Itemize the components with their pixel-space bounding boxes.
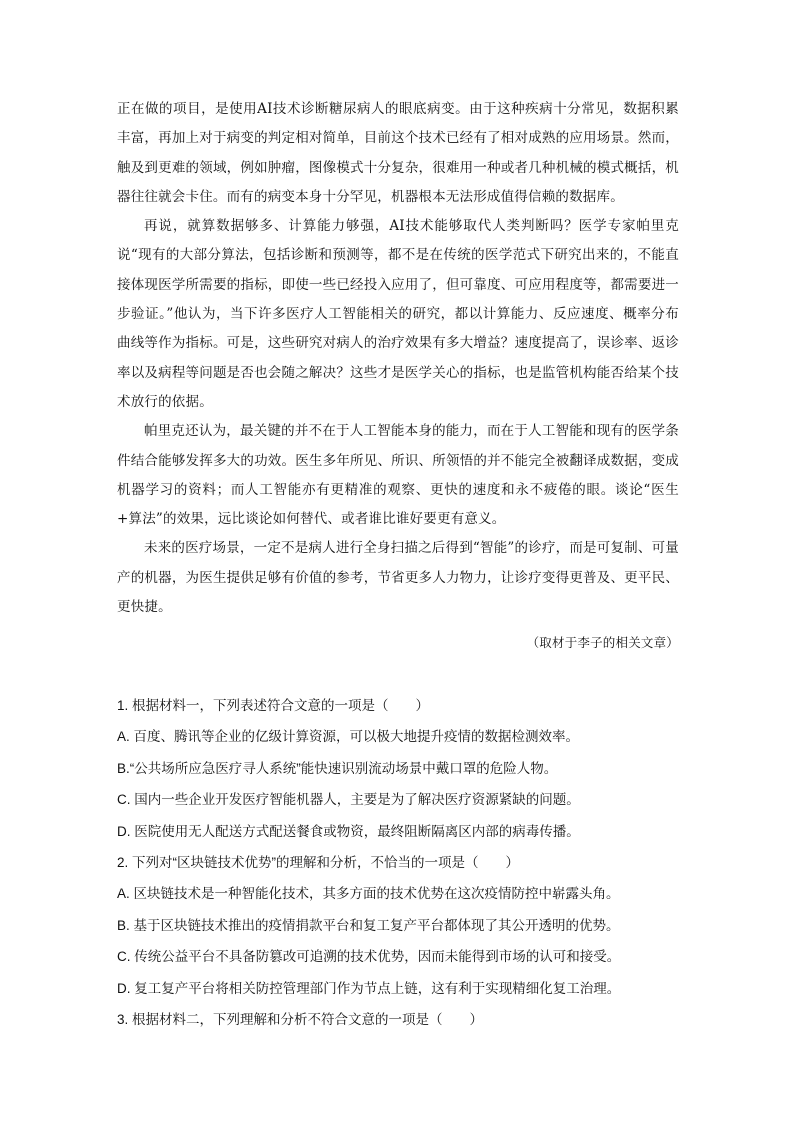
- answer-option-c: C. 传统公益平台不具备防篡改可追溯的技术优势，因而未能得到市场的认可和接受。: [117, 949, 621, 965]
- answer-option-b: B. 基于区块链技术推出的疫情捐款平台和复工复产平台都体现了其公开透明的优势。: [117, 917, 620, 933]
- passage-paragraph-2: 再说，就算数据够多、计算能力够强，AI技术能够取代人类判断吗？医学专家帕里克说“现有的大部分算法，包括诊断和预测等，都不是在传统的医学范式下研究出来的，不能直接体现医学所需要的指标，即使一些已经投入应用了，但可靠度、可应用程度等，都需要进一步验证。”他认为，当下许多医疗人工智能相关的研究，都以计算能力、反应速度、概率分布曲线等作为指标。可是，这些研究对病人的治疗效果有多大增益？速度提高了，误诊率、返诊率以及病程等问题是否也会随之解决？这些才是医学关心的指标，也是监管机构能否给某个技术放行的依据。: [117, 218, 679, 410]
- passage-paragraph-3: 帕里克还认为，最关键的并不在于人工智能本身的能力，而在于人工智能和现有的医学条件结合能够发挥多大的功效。医生多年所见、所识、所领悟的并不能完全被翻译成数据，变成机器学习的资料；而人工智能亦有更精准的观察、更快的速度和永不疲倦的眼。谈论“医生+算法”的效果，远比谈论如何替代、或者谁比谁好要更有意义。: [117, 423, 679, 528]
- question-stem: 3. 根据材料二，下列理解和分析不符合文意的一项是（ ）: [117, 1012, 484, 1028]
- passage-paragraph-1: 正在做的项目，是使用AI技术诊断糖尿病人的眼底病变。由于这种疾病十分常见，数据积累丰富，再加上对于病变的判定相对简单，目前这个技术已经有了相对成熟的应用场景。然而，触及到更难的领域，例如肿瘤，图像模式十分复杂，很难用一种或者几种机械的模式概括，机器往往就会卡住。而有的病变本身十分罕见，机器根本无法形成值得信赖的数据库。: [117, 101, 679, 205]
- passage-source: （取材于李子的相关文章）: [526, 635, 679, 651]
- reading-passage: [117, 95, 679, 658]
- question-2: [117, 847, 687, 1004]
- question-3: [117, 1004, 687, 1035]
- answer-option-c: C. 国内一些企业开发医疗智能机器人，主要是为了解决医疗资源紧缺的问题。: [117, 792, 580, 808]
- question-1: [117, 690, 687, 847]
- question-list: [117, 690, 687, 1035]
- answer-option-a: A. 百度、腾讯等企业的亿级计算资源，可以极大地提升疫情的数据检测效率。: [117, 729, 580, 745]
- answer-option-d: D. 复工复产平台将相关防控管理部门作为节点上链，这有利于实现精细化复工治理。: [117, 980, 621, 996]
- answer-option-b: B.“公共场所应急医疗寻人系统”能快速识别流动场景中戴口罩的危险人物。: [117, 760, 558, 776]
- answer-option-a: A. 区块链技术是一种智能化技术，其多方面的技术优势在这次疫情防控中崭露头角。: [117, 886, 620, 902]
- question-stem: 2. 下列对“区块链技术优势”的理解和分析，不恰当的一项是（ ）: [117, 855, 519, 871]
- answer-option-d: D. 医院使用无人配送方式配送餐食或物资，最终阻断隔离区内部的病毒传播。: [117, 823, 580, 839]
- passage-paragraph-4: 未来的医疗场景，一定不是病人进行全身扫描之后得到“智能”的诊疗，而是可复制、可量产的机器，为医生提供足够有价值的参考，节省更多人力物力，让诊疗变得更普及、更平民、更快捷。: [117, 540, 679, 616]
- question-stem: 1. 根据材料一，下列表述符合文意的一项是（ ）: [117, 698, 430, 713]
